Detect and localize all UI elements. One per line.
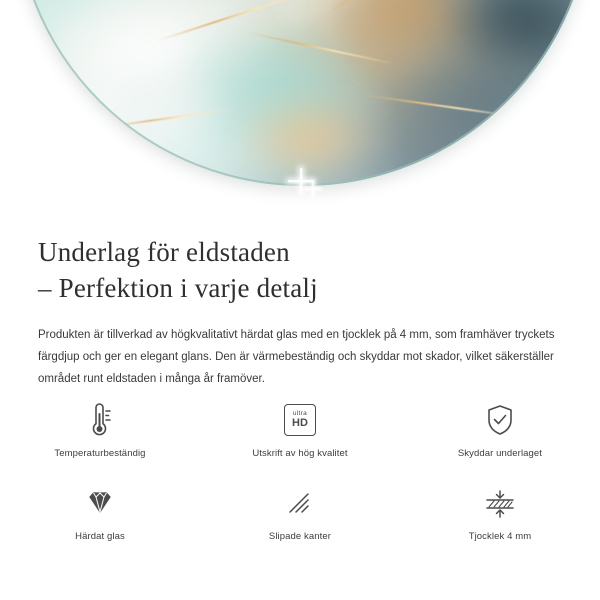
text-content	[0, 210, 600, 390]
feature-tempered-glass	[0, 475, 200, 558]
feature-label: Skyddar underlaget	[457, 448, 543, 459]
headline-line-2: – Perfektion i varje detalj	[38, 273, 318, 303]
ultra-hd-badge-bottom: HD	[292, 417, 308, 430]
feature-thickness	[400, 475, 600, 558]
ultra-hd-icon	[284, 398, 316, 442]
feature-label: Härdat glas	[75, 531, 125, 542]
thickness-icon	[480, 481, 520, 525]
headline-line-1: Underlag för eldstaden	[38, 237, 290, 267]
feature-label: Temperaturbeständig	[54, 448, 146, 459]
polished-edges-icon	[283, 481, 317, 525]
hero-image	[0, 0, 600, 210]
body-paragraph: Produkten är tillverkad av högkvalitativt härdat glas med en tjocklek på 4 mm, som framhäver tryckets färgdjup och ger en elegant glans. Den är värmebeständig och skyddar mot skador, vilket säkerställer området runt eldstaden i många år framöver.	[38, 329, 555, 385]
feature-print-quality	[200, 392, 400, 475]
feature-label: Slipade kanter	[268, 531, 332, 542]
feature-temperature-resistant	[0, 392, 200, 475]
diamond-icon	[83, 481, 117, 525]
feature-grid	[0, 392, 600, 558]
feature-surface-protection	[400, 392, 600, 475]
marble-disc	[14, 0, 592, 186]
page-title	[0, 210, 600, 306]
feature-polished-edges	[200, 475, 400, 558]
feature-label: Tjocklek 4 mm	[468, 531, 532, 542]
thermometer-icon	[83, 398, 117, 442]
ultra-hd-badge-top: ultra	[292, 409, 308, 417]
shield-check-icon	[483, 398, 517, 442]
feature-label: Utskrift av hög kvalitet	[252, 448, 348, 459]
